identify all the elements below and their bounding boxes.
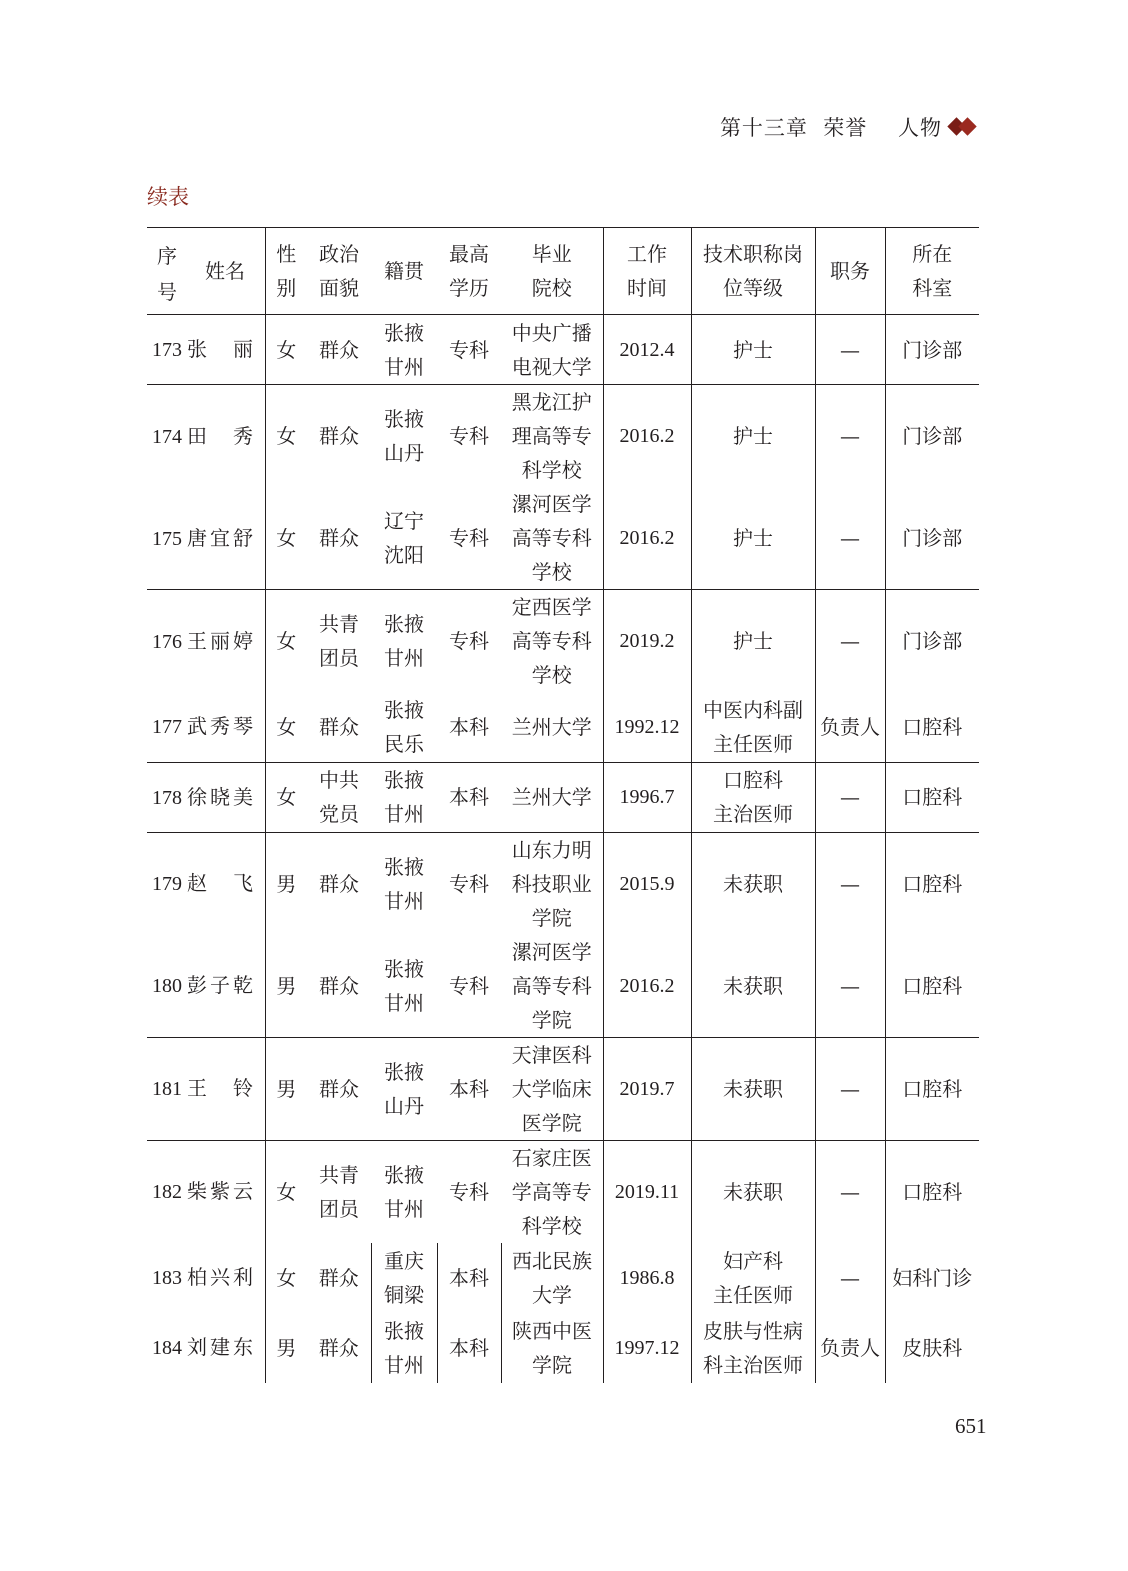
cell-school: 西北民族 大学	[501, 1243, 603, 1313]
cell-seq-name	[147, 1313, 265, 1383]
cell-seq-name	[147, 590, 265, 693]
header-native: 籍贯	[371, 228, 437, 315]
header-position: 职务	[815, 228, 885, 315]
cell-native: 重庆 铜梁	[371, 1243, 437, 1313]
cell-native: 张掖 甘州	[371, 1140, 437, 1243]
cell-position: —	[815, 487, 885, 590]
cell-school: 定西医学 高等专科 学校	[501, 590, 603, 693]
header-gender: 性 别	[265, 228, 307, 315]
cell-political: 共青 团员	[307, 1140, 371, 1243]
cell-department: 口腔科	[885, 935, 979, 1038]
cell-education: 专科	[449, 526, 489, 550]
staff-table	[147, 227, 979, 1383]
cell-gender: 女	[265, 1140, 307, 1243]
table-row	[147, 487, 979, 590]
cell-name: 唐宜舒	[187, 525, 253, 550]
cell-seq: 184	[152, 1337, 182, 1359]
cell-work-time: 1986.8	[603, 1243, 691, 1313]
cell-name: 赵飞	[187, 871, 253, 895]
cell-name: 刘建东	[187, 1335, 253, 1359]
cell-political: 群众	[318, 1335, 359, 1360]
cell-native: 张掖 甘州	[371, 762, 437, 832]
cell-position: 负责人	[815, 1313, 885, 1383]
cell-seq-name	[147, 385, 265, 488]
cell-department: 门诊部	[885, 590, 979, 693]
cell-name: 柴紫云	[187, 1179, 253, 1203]
cell-seq-name	[147, 762, 265, 832]
cell-work-time: 1997.12	[603, 1313, 691, 1383]
table-row	[147, 762, 979, 832]
cell-work-time: 2012.4	[603, 315, 691, 385]
cell-gender: 女	[265, 315, 307, 385]
cell-name: 王丽婷	[187, 628, 253, 653]
cell-education: 本科	[437, 762, 501, 832]
cell-name: 田秀	[187, 423, 253, 448]
cell-education: 专科	[437, 385, 501, 488]
cell-title: 妇产科 主任医师	[691, 1243, 815, 1313]
cell-gender: 男	[265, 832, 307, 935]
cell-seq-name	[147, 1243, 265, 1313]
cell-position: —	[815, 1140, 885, 1243]
cell-gender: 男	[265, 1037, 307, 1140]
cell-title: 中医内科副 主任医师	[691, 692, 815, 762]
cell-gender: 男	[265, 1313, 307, 1383]
cell-native: 张掖 山丹	[371, 1037, 437, 1140]
cell-work-time: 1996.7	[603, 762, 691, 832]
cell-school: 中央广播 电视大学	[501, 315, 603, 385]
cell-seq: 181	[152, 1078, 182, 1100]
cell-education: 专科	[437, 832, 501, 935]
cell-political: 群众	[307, 832, 371, 935]
table-row	[147, 1140, 979, 1243]
cell-political: 群众	[319, 714, 359, 739]
cell-education: 本科	[449, 1265, 489, 1290]
cell-position: —	[815, 832, 885, 935]
cell-position: —	[815, 590, 885, 693]
cell-school: 漯河医学 高等专科 学校	[511, 492, 592, 584]
cell-department: 口腔科	[885, 692, 979, 762]
cell-gender: 女	[265, 692, 307, 762]
table-row	[147, 1243, 979, 1313]
cell-gender: 女	[265, 487, 307, 590]
cell-native: 张掖 甘州	[371, 1313, 437, 1383]
cell-school: 石家庄医 学高等专 科学校	[501, 1140, 603, 1243]
cell-name: 彭子乾	[187, 973, 253, 997]
table-row	[147, 832, 979, 935]
cell-education: 专科	[449, 973, 489, 998]
table-continued-label: 续表	[147, 185, 189, 209]
cell-seq-name	[147, 487, 265, 590]
cell-education: 本科	[437, 1037, 501, 1140]
cell-school: 陕西中医 学院	[501, 1313, 603, 1383]
cell-seq: 174	[152, 425, 182, 448]
cell-department: 皮肤科	[885, 1313, 979, 1383]
cell-title: 护士	[691, 315, 815, 385]
cell-seq: 173	[152, 339, 182, 361]
cell-political: 群众	[319, 973, 359, 998]
cell-seq: 176	[152, 630, 182, 653]
cell-title: 护士	[691, 590, 815, 693]
cell-name: 张丽	[187, 337, 253, 361]
cell-title: 皮肤与性病 科主治医师	[691, 1313, 815, 1383]
header-department: 所在 科室	[885, 228, 979, 315]
cell-work-time: 2016.2	[603, 487, 691, 590]
cell-department: 门诊部	[885, 385, 979, 488]
table-row	[147, 692, 979, 762]
cell-department: 口腔科	[885, 1140, 979, 1243]
cell-department: 口腔科	[885, 762, 979, 832]
cell-native: 张掖 甘州	[384, 956, 424, 1015]
table-header-row	[147, 228, 979, 315]
header-education: 最高 学历	[437, 228, 501, 315]
cell-department: 口腔科	[885, 1037, 979, 1140]
page-number: 651	[955, 1414, 987, 1438]
cell-political: 群众	[307, 1037, 371, 1140]
cell-position: 负责人	[815, 692, 885, 762]
cell-native: 张掖 民乐	[384, 697, 424, 756]
header-school: 毕业 院校	[501, 228, 603, 315]
table-row	[147, 385, 979, 488]
table-row	[147, 1313, 979, 1383]
cell-education: 本科	[449, 1335, 489, 1360]
cell-gender: 女	[265, 762, 307, 832]
cell-political: 中共 党员	[307, 762, 371, 832]
cell-seq: 183	[152, 1267, 182, 1289]
cell-seq: 180	[152, 975, 182, 997]
cell-gender: 女	[265, 385, 307, 488]
cell-work-time: 2019.11	[603, 1140, 691, 1243]
cell-gender: 女	[265, 590, 307, 693]
cell-seq-name	[147, 1037, 265, 1140]
cell-seq-name	[147, 315, 265, 385]
cell-gender: 男	[265, 935, 307, 1038]
cell-school: 漯河医学 高等专科 学院	[511, 939, 592, 1032]
cell-work-time: 2019.7	[603, 1037, 691, 1140]
cell-position: —	[815, 935, 885, 1038]
table-row	[147, 315, 979, 385]
cell-position: —	[815, 1243, 885, 1313]
cell-seq: 177	[152, 716, 182, 739]
cell-political: 共青 团员	[307, 590, 371, 693]
table-row	[147, 935, 979, 1038]
cell-title: 护士	[691, 487, 815, 590]
chapter-title: 第十三章 荣誉 人物	[719, 116, 942, 140]
header-name: 姓名	[205, 259, 245, 283]
cell-seq-name	[147, 1140, 265, 1243]
cell-native: 辽宁 沈阳	[384, 509, 424, 567]
diamond-ornament-icon	[950, 116, 978, 138]
cell-department: 口腔科	[885, 832, 979, 935]
cell-position: —	[815, 1037, 885, 1140]
cell-seq-name	[147, 692, 265, 762]
running-head	[720, 112, 978, 142]
cell-school: 兰州大学	[511, 714, 592, 739]
cell-school: 黑龙江护 理高等专 科学校	[501, 385, 603, 488]
header-political: 政治 面貌	[307, 228, 371, 315]
cell-department: 门诊部	[885, 315, 979, 385]
cell-political: 群众	[307, 315, 371, 385]
cell-title: 未获职	[691, 1140, 815, 1243]
header-title: 技术职称岗 位等级	[691, 228, 815, 315]
cell-native: 张掖 甘州	[371, 832, 437, 935]
cell-work-time: 1992.12	[603, 692, 691, 762]
cell-native: 张掖 甘州	[371, 590, 437, 693]
cell-title: 未获职	[691, 832, 815, 935]
cell-seq: 178	[152, 786, 182, 809]
cell-name: 徐晓美	[187, 784, 253, 809]
cell-seq-name	[147, 832, 265, 935]
cell-seq: 175	[152, 527, 182, 550]
cell-title: 护士	[691, 385, 815, 488]
header-seq-name	[147, 228, 265, 315]
cell-position: —	[815, 315, 885, 385]
cell-title: 口腔科 主治医师	[691, 762, 815, 832]
cell-department: 妇科门诊	[885, 1243, 979, 1313]
cell-school: 天津医科 大学临床 医学院	[501, 1037, 603, 1140]
cell-native: 张掖 甘州	[371, 315, 437, 385]
cell-position: —	[815, 762, 885, 832]
header-work-time: 工作 时间	[603, 228, 691, 315]
cell-name: 王铃	[187, 1076, 253, 1100]
cell-native: 张掖 山丹	[371, 385, 437, 488]
cell-gender: 女	[265, 1243, 307, 1313]
cell-school: 山东力明 科技职业 学院	[501, 832, 603, 935]
cell-name: 柏兴利	[187, 1265, 253, 1289]
cell-title: 未获职	[691, 1037, 815, 1140]
cell-education: 专科	[437, 315, 501, 385]
cell-work-time: 2016.2	[603, 935, 691, 1038]
table-row	[147, 1037, 979, 1140]
cell-education: 专科	[437, 1140, 501, 1243]
cell-political: 群众	[318, 1265, 359, 1290]
cell-work-time: 2019.2	[603, 590, 691, 693]
cell-title: 未获职	[691, 935, 815, 1038]
cell-department: 门诊部	[885, 487, 979, 590]
cell-seq: 179	[152, 873, 182, 895]
header-seq: 序 号	[157, 244, 177, 304]
cell-political: 群众	[319, 526, 359, 550]
cell-position: —	[815, 385, 885, 488]
table-row	[147, 590, 979, 693]
cell-education: 本科	[449, 714, 489, 739]
cell-political: 群众	[307, 385, 371, 488]
cell-seq: 182	[152, 1181, 182, 1203]
cell-seq-name	[147, 935, 265, 1038]
cell-work-time: 2016.2	[603, 385, 691, 488]
cell-education: 专科	[437, 590, 501, 693]
cell-name: 武秀琴	[187, 714, 253, 739]
cell-school: 兰州大学	[501, 762, 603, 832]
cell-work-time: 2015.9	[603, 832, 691, 935]
